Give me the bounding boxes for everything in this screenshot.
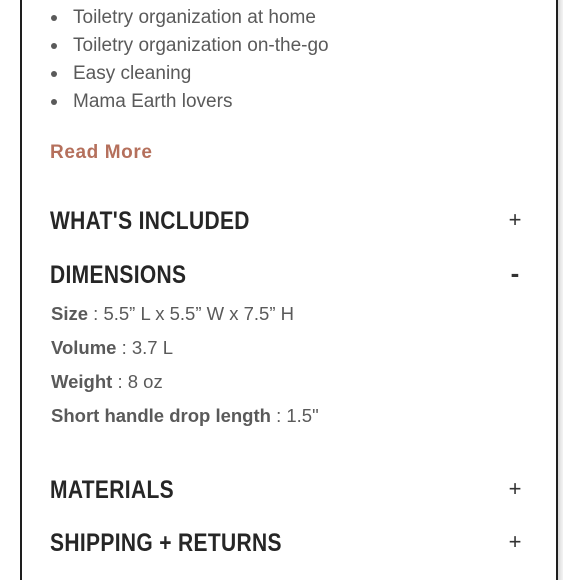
dimension-size-value: 5.5” L x 5.5” W x 7.5” H <box>103 303 294 324</box>
list-item <box>50 60 329 88</box>
plus-icon[interactable]: + <box>508 476 522 501</box>
dimension-handle-value: 1.5" <box>286 405 319 426</box>
bullet-dot-icon <box>51 43 57 49</box>
whats-included-title[interactable]: WHAT'S INCLUDED <box>50 207 250 235</box>
list-item <box>50 4 329 32</box>
list-item-text: Toiletry organization on-the-go <box>73 35 329 56</box>
read-more-link[interactable]: Read More <box>50 142 153 163</box>
dimension-separator: : <box>116 337 132 358</box>
dimension-volume-row <box>51 337 173 359</box>
dimension-size-row <box>51 303 294 325</box>
dimension-handle-row <box>51 405 319 427</box>
left-border <box>20 0 22 580</box>
list-item-text: Easy cleaning <box>73 63 192 84</box>
dimension-volume-value: 3.7 L <box>131 337 174 358</box>
dimension-separator: : <box>270 405 287 426</box>
plus-icon[interactable]: + <box>508 207 522 232</box>
feature-list <box>50 4 329 116</box>
list-item <box>50 88 329 116</box>
dimension-handle-label: Short handle drop length <box>51 405 271 426</box>
dimension-volume-label: Volume <box>51 337 117 358</box>
list-item-text: Toiletry organization at home <box>73 7 316 28</box>
materials-title[interactable]: MATERIALS <box>50 476 174 504</box>
list-item-text: Mama Earth lovers <box>73 91 233 112</box>
dimension-weight-value: 8 oz <box>127 371 163 392</box>
right-border-shadow <box>558 0 563 580</box>
dimensions-title[interactable]: DIMENSIONS <box>50 261 187 289</box>
plus-icon[interactable]: + <box>508 529 522 554</box>
dimension-size-label: Size <box>51 303 89 324</box>
dimension-weight-label: Weight <box>51 371 113 392</box>
minus-icon[interactable]: - <box>510 258 520 288</box>
shipping-returns-title[interactable]: SHIPPING + RETURNS <box>50 529 282 557</box>
dimension-separator: : <box>112 371 128 392</box>
bullet-dot-icon <box>51 15 57 21</box>
list-item <box>50 32 329 60</box>
dimension-separator: : <box>88 303 104 324</box>
bullet-dot-icon <box>51 99 57 105</box>
bullet-dot-icon <box>51 71 57 77</box>
dimension-weight-row <box>51 371 163 393</box>
